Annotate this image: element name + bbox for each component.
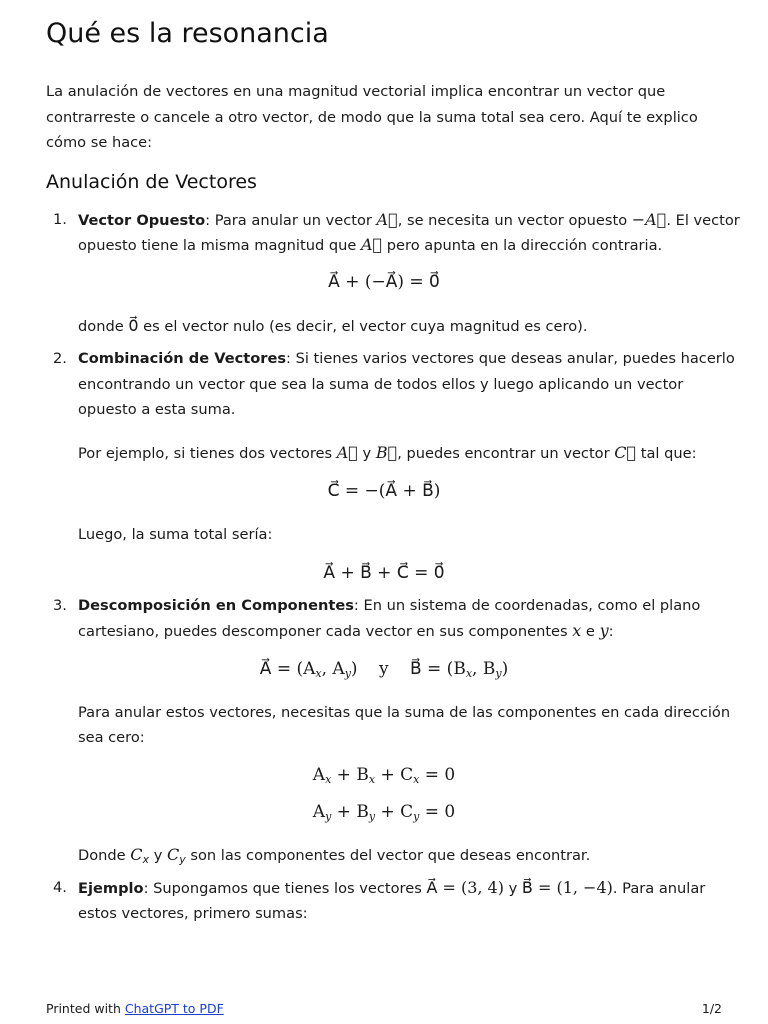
eq4-sub-x: x [315,667,322,680]
eq6-sub-2: y [368,810,376,823]
item-4-text-b: . Para anular [612,880,706,897]
eq6-sub-1: y [325,810,332,823]
item-2-example-c: tal que: [636,445,697,462]
item-3-line-2 [78,618,614,644]
item-3-text-end: : [608,623,614,640]
item-3-text-1: : En un sistema de coordenadas, como el plano [353,597,701,614]
item-4-line-1 [78,875,705,901]
list-number-1: 1. [53,211,67,228]
eq4-a: A⃗ = (A [259,659,316,679]
item-3-donde-a: Donde [78,847,131,864]
eq4-sub-x2: x [465,667,473,680]
item-1-text-b: , se necesita un vector opuesto [397,212,632,229]
eq6-c: + C [375,802,414,822]
item-1-after [78,313,587,339]
eq4-f: ) [501,659,509,679]
eq6-b: + B [331,802,369,822]
item-1-after-b: es el vector nulo (es decir, el vector cuya magnitud es cero). [138,318,588,335]
item-3-donde-y: y [149,847,167,864]
eq6-a: A [312,802,326,822]
eq5-end: = 0 [419,765,456,785]
equation-2: C⃗ = −(A⃗ + B⃗) [327,481,441,501]
math-cy: C [166,845,180,864]
item-2-line-1 [78,346,735,371]
item-3-para-2: sea cero: [78,729,145,746]
eq5-sub-3: x [413,773,420,786]
eq5-c: + C [375,765,414,785]
item-2-term: Combinación de Vectores [78,350,287,367]
math-cx-sub: x [142,853,150,866]
item-2-then: Luego, la suma total sería: [78,526,273,543]
list-number-4: 4. [53,879,67,896]
item-3-para-1: Para anular estos vectores, necesitas que la suma de las componentes en cada dirección [78,704,731,721]
math-example-b: B⃗ = (1, −4) [521,878,613,897]
math-cx: C [130,845,143,864]
equation-1: A⃗ + (−A⃗) = 0⃗ [328,272,440,292]
item-4-line-2: estos vectores, primero sumas: [78,905,308,922]
math-zero-vec: 0⃗ [128,316,139,335]
item-2-line-3: opuesto a esta suma. [78,401,236,418]
math-vec-a-3: A⃗ [336,443,358,462]
item-4-text-y: y [503,880,522,897]
footer-text: Printed with [46,1001,125,1016]
item-4-term: Ejemplo [78,880,144,897]
item-2-example [78,440,697,466]
item-2-example-a: Por ejemplo, si tienes dos vectores [78,445,337,462]
item-1-term: Vector Opuesto [78,212,206,229]
item-3-term: Descomposición en Componentes [78,597,354,614]
math-neg-vec-a: −A⃗ [631,210,667,229]
item-2-example-b: , puedes encontrar un vector [397,445,615,462]
item-1-after-a: donde [78,318,129,335]
item-1-text-e: pero apunta en la dirección contraria. [382,237,663,254]
list-number-2: 2. [53,350,67,367]
eq5-sub-1: x [325,773,332,786]
math-x: x [572,621,582,640]
eq4-b: , A [321,659,345,679]
math-vec-a: A⃗ [376,210,398,229]
eq4-d: B⃗ = (B [409,659,466,679]
item-4-text-a: : Supongamos que tienes los vectores [143,880,427,897]
eq6-sub-3: y [413,810,420,823]
eq5-sub-2: x [368,773,376,786]
item-1-text-a: : Para anular un vector [205,212,377,229]
eq4-c: ) [350,659,358,679]
item-3-donde-b: son las componentes del vector que deseas encontrar. [185,847,591,864]
equation-3: A⃗ + B⃗ + C⃗ = 0⃗ [323,563,445,583]
item-1-line-2 [78,232,662,258]
item-1-text-d: opuesto tiene la misma magnitud que [78,237,361,254]
equation-5 [0,763,768,792]
list-number-3: 3. [53,597,67,614]
item-2-line-2: encontrando un vector que sea la suma de todos ellos y luego aplicando un vector [78,376,684,393]
math-y: y [599,621,609,640]
eq5-a: A [312,765,326,785]
eq4-conj: y [378,659,389,679]
chatgpt-to-pdf-link[interactable]: ChatGPT to PDF [124,1001,224,1016]
item-1-line-1 [78,207,740,233]
page-number: 1/2 [701,1001,722,1016]
item-2-example-y: y [357,445,376,462]
page-title: Qué es la resonancia [46,18,329,49]
item-3-text-e: e [581,623,600,640]
section-title: Anulación de Vectores [46,171,257,193]
eq4-sub-y: y [344,667,351,680]
item-3-line-1 [78,593,700,618]
equation-4 [0,657,768,686]
footer-printed-with [46,1001,224,1016]
eq4-sub-y2: y [495,667,502,680]
eq4-e: , B [472,659,496,679]
item-2-text-1: : Si tienes varios vectores que deseas anular, puedes hacerlo [286,350,735,367]
math-example-a: A⃗ = (3, 4) [426,878,504,897]
math-cy-sub: y [179,853,186,866]
eq6-end: = 0 [419,802,456,822]
item-1-text-c: . El vector [666,212,740,229]
math-vec-c: C⃗ [614,443,637,462]
eq5-b: + B [331,765,369,785]
intro-paragraph: La anulación de vectores en una magnitud vectorial implica encontrar un vector que contrarreste o cancele a otro vector, de modo que la suma total sea cero. Aquí te explico cómo se hace: [46,83,698,151]
item-3-donde [78,842,590,872]
math-vec-b: B⃗ [375,443,398,462]
equation-6 [0,800,768,829]
item-3-text-2a: cartesiano, puedes descomponer cada vector en sus componentes [78,623,573,640]
math-vec-a-2: A⃗ [360,235,383,254]
